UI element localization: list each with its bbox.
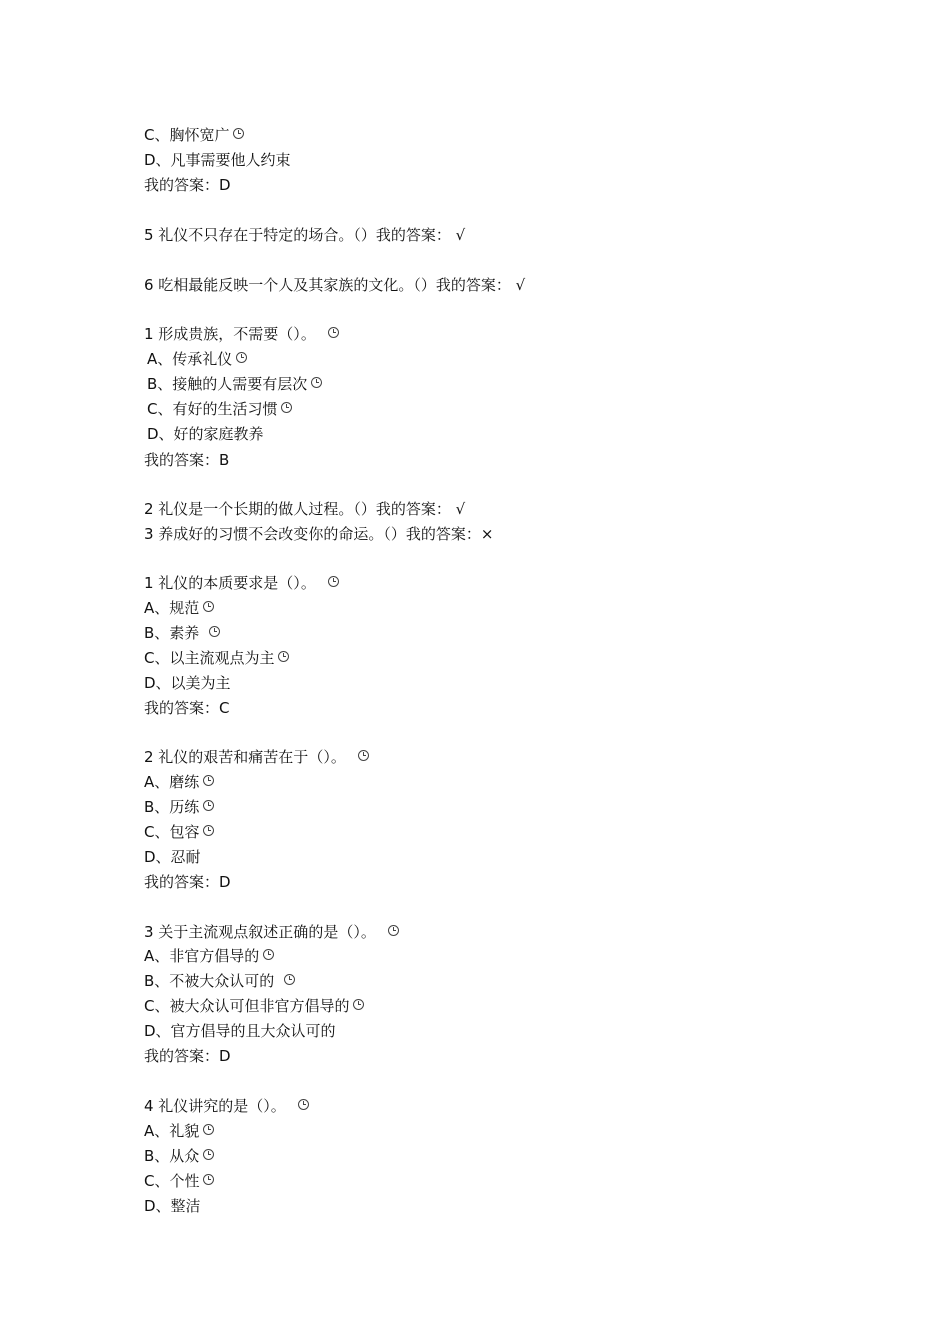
question-line [144,746,369,768]
option-line [144,846,201,868]
line-text: 4 礼仪讲究的是（）。 [144,1097,286,1115]
clock-icon [236,352,247,363]
line-text: B、接触的人需要有层次 [147,375,308,393]
clock-icon [203,601,214,612]
clock-icon [311,377,322,388]
line-text: 我的答案：D [144,176,231,194]
option-line [144,1120,214,1142]
line-text: C、有好的生活习惯 [147,400,278,418]
line-text: A、传承礼仪 [147,350,233,368]
line-text: 3 养成好的习惯不会改变你的命运。（）我的答案：× [144,525,494,543]
question-line [144,1095,309,1117]
clock-icon [353,999,364,1010]
line-text: C、被大众认可但非官方倡导的 [144,997,350,1015]
line-text: A、规范 [144,599,200,617]
line-text: B、从众 [144,1147,200,1165]
line-text: 1 礼仪的本质要求是（）。 [144,574,316,592]
answer-line [144,871,231,893]
line-text: B、历练 [144,798,200,816]
clock-icon [203,1124,214,1135]
option-line [144,1170,214,1192]
clock-icon [209,626,220,637]
line-text: 我的答案：B [144,451,230,469]
clock-icon [284,974,295,985]
option-line [144,821,214,843]
clock-icon [203,825,214,836]
question-line [144,224,465,246]
line-text: A、磨练 [144,773,200,791]
line-text: C、胸怀宽广 [144,126,230,144]
option-line [144,995,364,1017]
clock-icon [278,651,289,662]
line-text: D、官方倡导的且大众认可的 [144,1022,336,1040]
line-text: 1 形成贵族，不需要（）。 [144,325,316,343]
option-line [144,597,214,619]
line-text: B、素养 [144,624,200,642]
option-line [144,1145,214,1167]
option-line [144,149,291,171]
line-text: D、忍耐 [144,848,201,866]
answer-line [144,449,229,471]
question-line [144,323,339,345]
question-line [144,523,493,545]
option-line [144,771,214,793]
option-line [144,647,289,669]
option-line [144,672,231,694]
clock-icon [298,1099,309,1110]
line-text: 我的答案：D [144,873,231,891]
line-text: D、以美为主 [144,674,231,692]
line-text: 我的答案：C [144,699,230,717]
line-text: D、好的家庭教养 [147,425,264,443]
question-line [144,274,525,296]
line-text: 3 关于主流观点叙述正确的是（）。 [144,923,376,941]
option-line [147,373,322,395]
clock-icon [203,775,214,786]
option-line [144,970,295,992]
clock-icon [203,1174,214,1185]
option-line [144,1020,336,1042]
clock-icon [358,750,369,761]
line-text: 我的答案：D [144,1047,231,1065]
line-text: A、礼貌 [144,1122,200,1140]
option-line [144,796,214,818]
clock-icon [203,1149,214,1160]
clock-icon [263,949,274,960]
option-line [144,622,220,644]
line-text: 2 礼仪是一个长期的做人过程。（）我的答案： √ [144,500,466,518]
line-text: 2 礼仪的艰苦和痛苦在于（）。 [144,748,346,766]
option-line [144,945,274,967]
answer-line [144,697,229,719]
option-line [144,1195,201,1217]
line-text: 6 吃相最能反映一个人及其家族的文化。（）我的答案： √ [144,276,526,294]
option-line [144,124,244,146]
option-line [147,348,247,370]
line-text: C、包容 [144,823,200,841]
line-text: D、整洁 [144,1197,201,1215]
clock-icon [203,800,214,811]
line-text: B、不被大众认可的 [144,972,275,990]
line-text: A、非官方倡导的 [144,947,260,965]
clock-icon [281,402,292,413]
answer-line [144,1045,231,1067]
answer-line [144,174,231,196]
line-text: 5 礼仪不只存在于特定的场合。（）我的答案： √ [144,226,466,244]
option-line [147,398,292,420]
question-line [144,498,465,520]
clock-icon [388,925,399,936]
clock-icon [328,576,339,587]
line-text: D、凡事需要他人约束 [144,151,291,169]
question-line [144,572,339,594]
line-text: C、个性 [144,1172,200,1190]
question-line [144,921,399,943]
clock-icon [328,327,339,338]
line-text: C、以主流观点为主 [144,649,275,667]
option-line [147,423,264,445]
clock-icon [233,128,244,139]
